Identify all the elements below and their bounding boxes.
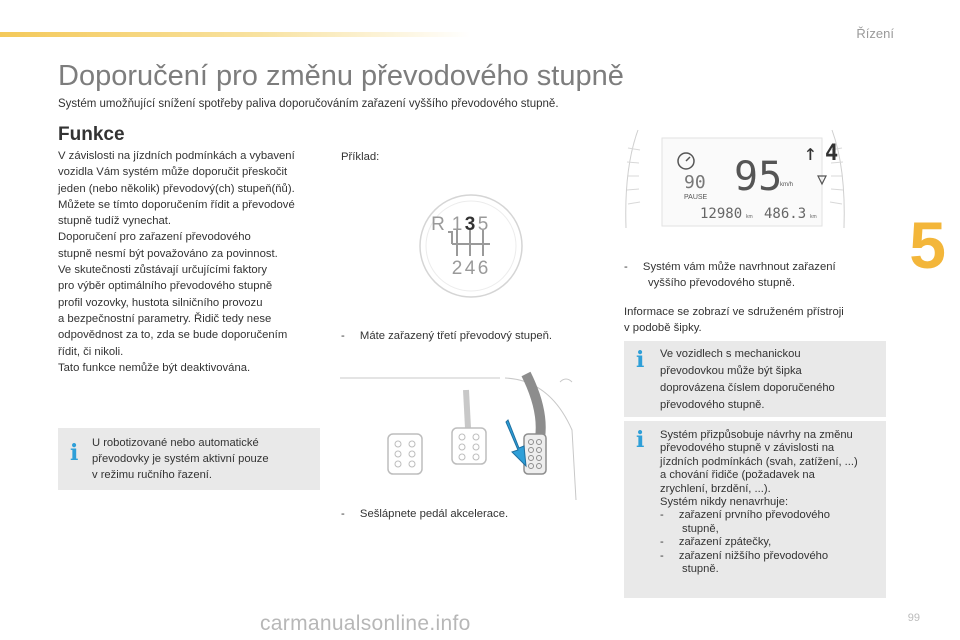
list-dash: - xyxy=(660,549,664,562)
accelerator-pedal xyxy=(524,374,546,474)
info-line: převodového stupně v závislosti na xyxy=(660,442,835,455)
info-box-adaptive xyxy=(624,421,886,598)
step-3-text-2: vyššího převodového stupně. xyxy=(648,277,795,290)
section-heading: Funkce xyxy=(58,124,125,145)
intro-line: Ve skutečnosti zůstávají určujícími faktory xyxy=(58,264,268,277)
gear-hint-arrow: ↑ xyxy=(803,141,817,166)
list-item xyxy=(660,509,882,522)
list-dash: - xyxy=(660,509,664,522)
display-note xyxy=(624,304,886,337)
speed-readout: 95 xyxy=(734,154,783,200)
trip-unit: km xyxy=(810,214,817,220)
info-icon: i xyxy=(70,440,79,466)
step-3-line xyxy=(624,259,886,275)
page-title: Doporučení pro změnu převodového stupně xyxy=(58,60,624,92)
info-line: v režimu ručního řazení. xyxy=(92,469,213,481)
display-note-line: Informace se zobrazí ve sdruženém přístroji xyxy=(624,306,844,318)
list-item-text: stupně, xyxy=(682,522,719,535)
pedals-figure xyxy=(340,370,580,502)
step-1-text: Máte zařazený třetí převodový stupeň. xyxy=(359,330,553,342)
gear-label-6: 6 xyxy=(477,258,489,279)
press-arrow-icon xyxy=(506,420,526,466)
intro-line: V závislosti na jízdních podmínkách a vybavení xyxy=(58,150,295,162)
odometer-unit: km xyxy=(746,214,753,220)
watermark: carmanualsonline.info xyxy=(260,612,471,635)
info-line: jízdních podmínkách (svah, zatížení, ...) xyxy=(660,455,858,468)
gear-label-4: 4 xyxy=(464,258,476,279)
list-item xyxy=(660,536,882,549)
step-1 xyxy=(341,330,552,342)
gear-label-r: R xyxy=(431,214,445,235)
step-2 xyxy=(341,508,508,520)
example-label: Příklad: xyxy=(341,151,380,163)
intro-line: a bezpečnostní parametry. Řidič tedy nese xyxy=(58,312,272,325)
list-dash: - xyxy=(660,536,664,549)
info-line: převodovky je systém aktivní pouze xyxy=(92,453,269,465)
step-3 xyxy=(624,259,886,292)
intro-line: profil vozovky, hustota silničního provozu xyxy=(58,296,263,309)
clutch-pedal xyxy=(388,434,422,474)
info-box-manual xyxy=(624,341,886,417)
info-text xyxy=(660,346,880,414)
gear-label-2: 2 xyxy=(451,258,463,279)
gear-label-3-selected: 3 xyxy=(464,214,476,235)
info-line: doprovázena číslem doporučeného xyxy=(660,382,835,394)
list-item xyxy=(660,550,882,563)
intro-text xyxy=(58,148,328,376)
list-item-text: stupně. xyxy=(682,563,719,576)
section-label: Řízení xyxy=(856,26,894,41)
info-line: zrychlení, brzdění, ...). xyxy=(660,482,771,495)
info-icon: i xyxy=(636,347,645,373)
intro-line: vozidla Vám systém může doporučit přeskočit xyxy=(58,166,288,179)
speed-unit: km/h xyxy=(780,182,794,188)
list-item-text: zařazení zpátečky, xyxy=(678,536,772,549)
info-line: Ve vozidlech s mechanickou xyxy=(660,348,801,360)
step-dash: - xyxy=(341,508,345,520)
intro-line: odpovědnost za to, zda se bude doporučením xyxy=(58,329,288,342)
info-line: U robotizované nebo automatické xyxy=(92,437,259,449)
odometer: 12980 xyxy=(700,206,743,222)
info-text xyxy=(92,435,314,483)
intro-line: Doporučení pro zařazení převodového xyxy=(58,231,251,244)
page-number: 99 xyxy=(907,612,920,624)
header-accent-bar xyxy=(0,32,470,37)
step-dash: - xyxy=(341,330,345,342)
info-line: a chování řidiče (požadavek na xyxy=(660,469,815,482)
trip-meter: 486.3 xyxy=(764,206,807,222)
intro-line: Můžete se tímto doporučením řídit a převodové xyxy=(58,198,295,211)
list-item-text: zařazení nižšího převodového xyxy=(678,549,829,562)
intro-line: řídit, či nikoli. xyxy=(58,345,124,358)
info-icon: i xyxy=(636,427,645,453)
info-line: převodového stupně. xyxy=(660,399,765,411)
step-2-text: Sešlápnete pedál akcelerace. xyxy=(359,508,509,520)
intro-line: pro výběr optimálního převodového stupně xyxy=(58,280,273,293)
brake-pedal xyxy=(452,390,486,464)
intro-line: Tato funkce nemůže být deaktivována. xyxy=(58,361,251,374)
info-box-automatic xyxy=(58,428,320,490)
step-dash: - xyxy=(624,261,628,273)
intro-line: stupně nesmí být považováno za povinnost. xyxy=(58,247,278,260)
chapter-number: 5 xyxy=(909,208,946,282)
cruise-speed: 90 xyxy=(684,172,706,193)
info-line: Systém přizpůsobuje návrhy na změnu xyxy=(660,429,853,441)
info-text xyxy=(660,429,882,576)
intro-line: stupně tudíž vynechat. xyxy=(58,215,172,228)
info-line: Systém nikdy nenavrhuje: xyxy=(660,496,789,509)
gear-hint-number: 4 xyxy=(825,141,839,166)
info-line: převodovkou může být šipka xyxy=(660,365,802,377)
page-subtitle: Systém umožňující snížení spotřeby paliva doporučováním zařazení vyššího převodového stupně. xyxy=(58,98,559,110)
gear-knob-figure xyxy=(418,192,524,300)
cruise-status: PAUSE xyxy=(684,194,708,201)
instrument-cluster-figure xyxy=(622,128,848,238)
step-3-text-1: Systém vám může navrhnout zařazení xyxy=(642,261,836,273)
list-item-text: zařazení prvního převodového xyxy=(678,509,830,522)
gear-label-1: 1 xyxy=(451,214,463,235)
gear-label-5: 5 xyxy=(477,214,489,235)
intro-line: jeden (nebo několik) převodový(ch) stupeň(ňů). xyxy=(58,182,295,195)
display-note-line: v podobě šipky. xyxy=(624,322,702,335)
